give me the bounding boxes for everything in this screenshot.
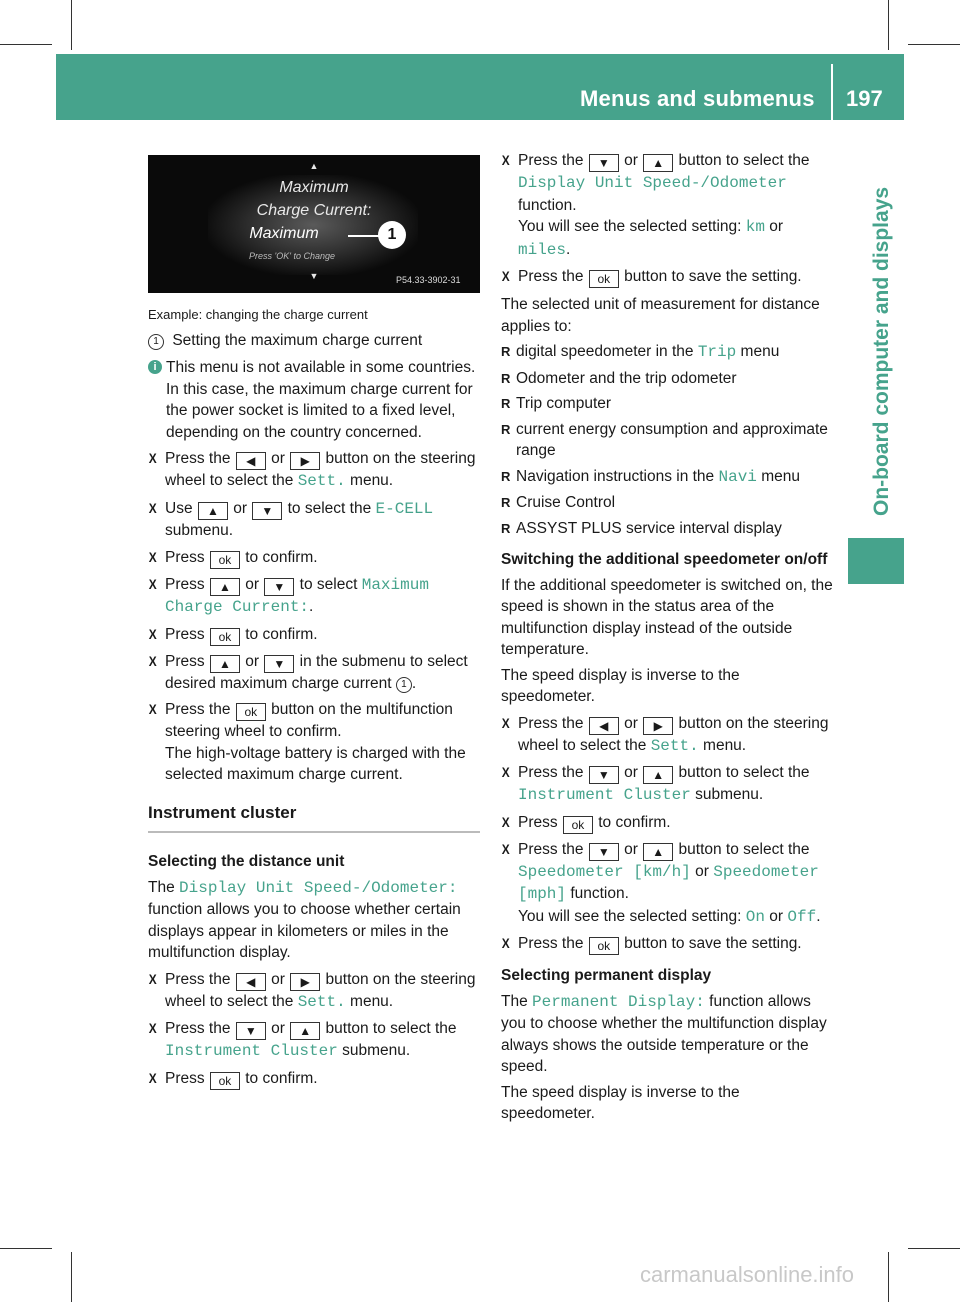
ok-key-icon: ok [210,1072,240,1090]
step: X Press the ◀ or ▶ button on the steering wheel to select the Sett. menu. [148,448,480,493]
up-key-icon: ▲ [643,154,673,172]
crop-mark [0,44,52,45]
bullet-item: R current energy consumption and approximate range [501,419,833,462]
step: X Press the ◀ or ▶ button on the steering wheel to select the Sett. menu. [148,969,480,1014]
bullet-item: R Cruise Control [501,492,833,514]
subsection-title: Selecting the distance unit [148,853,345,870]
left-column [148,304,480,1090]
up-key-icon: ▲ [210,578,240,596]
down-key-icon: ▼ [589,154,619,172]
paragraph: The Permanent Display: function allows you to choose whether the multifunction display always shows the outside temperature or the speed. [501,992,827,1075]
info-note [148,357,480,443]
down-key-icon: ▼ [264,655,294,673]
ok-key-icon: ok [236,703,266,721]
info-text: This menu is not available in some countries. In this case, the maximum charge current for the power socket is limited to a fixed level, depending on the country concerned. [166,359,476,441]
step: X Press ok to confirm. [148,624,480,646]
paragraph: The speed display is inverse to the speedometer. [501,1083,740,1122]
crop-mark [0,1248,52,1249]
screen-down-arrow-icon: ▼ [309,271,319,281]
up-key-icon: ▲ [210,655,240,673]
paragraph: The Display Unit Speed-/Odometer: function allows you to choose whether certain displays appear in kilometers or miles in the multifunction display. [148,878,461,961]
screen-line-1: Maximum [279,179,349,196]
crop-mark [908,1248,960,1249]
right-key-icon: ▶ [290,973,320,991]
up-key-icon: ▲ [290,1022,320,1040]
page-number: 197 [846,86,883,111]
subsection-title: Selecting permanent display [501,967,712,984]
step: X Press the ok button on the multifunction steering wheel to confirm. The high-voltage battery is charged with the selected maximum charge current. [148,699,480,786]
crop-mark [71,0,72,50]
ok-key-icon: ok [210,628,240,646]
screen-line-3: Maximum [249,225,319,242]
side-tab-marker [848,538,904,584]
callout-1-icon: 1 [396,677,412,693]
step: X Press the ◀ or ▶ button on the steering wheel to select the Sett. menu. [501,713,833,758]
side-tab-label: On-board computer and displays [870,186,893,516]
bullet-item: R Navigation instructions in the Navi menu [501,466,833,489]
crop-mark [71,1252,72,1302]
down-key-icon: ▼ [252,502,282,520]
ok-key-icon: ok [563,816,593,834]
crop-mark [888,1252,889,1302]
paragraph: The selected unit of measurement for distance applies to: [501,296,820,335]
left-key-icon: ◀ [236,452,266,470]
bullet-item: R Trip computer [501,393,833,415]
right-column [501,150,833,1125]
subsection-title: Switching the additional speedometer on/off [501,551,828,568]
up-key-icon: ▲ [643,766,673,784]
paragraph: The speed display is inverse to the speedometer. [501,666,740,705]
down-key-icon: ▼ [589,843,619,861]
step: X Press ok to confirm. [501,812,833,834]
figure-code: P54.33-3902-31 [396,275,461,285]
info-icon: i [148,360,162,374]
up-key-icon: ▲ [643,843,673,861]
up-key-icon: ▲ [198,502,228,520]
figure-legend [148,330,480,352]
ok-key-icon: ok [589,270,619,288]
left-key-icon: ◀ [236,973,266,991]
down-key-icon: ▼ [589,766,619,784]
step: X Press the ok button to save the setting. [501,933,833,955]
left-key-icon: ◀ [589,717,619,735]
bullet-item: R ASSYST PLUS service interval display [501,518,833,540]
screen-hint: Press 'OK' to Change [249,251,335,261]
step: X Press ok to confirm. [148,547,480,569]
step: X Press the ok button to save the setting. [501,266,833,288]
step: X Press the ▼ or ▲ button to select the Display Unit Speed-/Odometer function. You will see the selected setting: km or miles. [501,150,833,261]
step: X Press ok to confirm. [148,1068,480,1090]
header-divider [831,64,833,120]
bullet-item: R Odometer and the trip odometer [501,368,833,390]
crop-mark [888,0,889,50]
figure-caption: Example: changing the charge current [148,307,368,322]
screen-up-arrow-icon: ▲ [309,161,319,171]
bullet-item: R digital speedometer in the Trip menu [501,341,833,364]
callout-1: 1 [378,221,406,249]
right-key-icon: ▶ [290,452,320,470]
callout-leader [348,235,380,237]
page-title: Menus and submenus [580,86,815,111]
down-key-icon: ▼ [264,578,294,596]
callout-1-icon: 1 [148,334,164,350]
step: X Press ▲ or ▼ to select Maximum Charge Current:. [148,574,480,619]
ok-key-icon: ok [589,937,619,955]
step: X Press the ▼ or ▲ button to select the Speedometer [km/h] or Speedometer [mph] function. You will see the selected setting: On or Off. [501,839,833,929]
step: X Press the ▼ or ▲ button to select the Instrument Cluster submenu. [501,762,833,807]
right-key-icon: ▶ [643,717,673,735]
footer-watermark: carmanualsonline.info [640,1262,855,1287]
paragraph: If the additional speedometer is switched on, the speed is shown in the status area of the multifunction display instead of the outside temperature. [501,576,833,658]
screen-line-2: Charge Current: [256,202,372,219]
display-screenshot [148,155,480,293]
step: X Press the ▼ or ▲ button to select the Instrument Cluster submenu. [148,1018,480,1063]
step: X Use ▲ or ▼ to select the E-CELL submenu. [148,498,480,542]
legend-text: Setting the maximum charge current [172,331,423,349]
ok-key-icon: ok [210,551,240,569]
section-title: Instrument cluster [148,802,480,834]
crop-mark [908,44,960,45]
down-key-icon: ▼ [236,1022,266,1040]
step: X Press ▲ or ▼ in the submenu to select desired maximum charge current 1 . [148,651,480,695]
